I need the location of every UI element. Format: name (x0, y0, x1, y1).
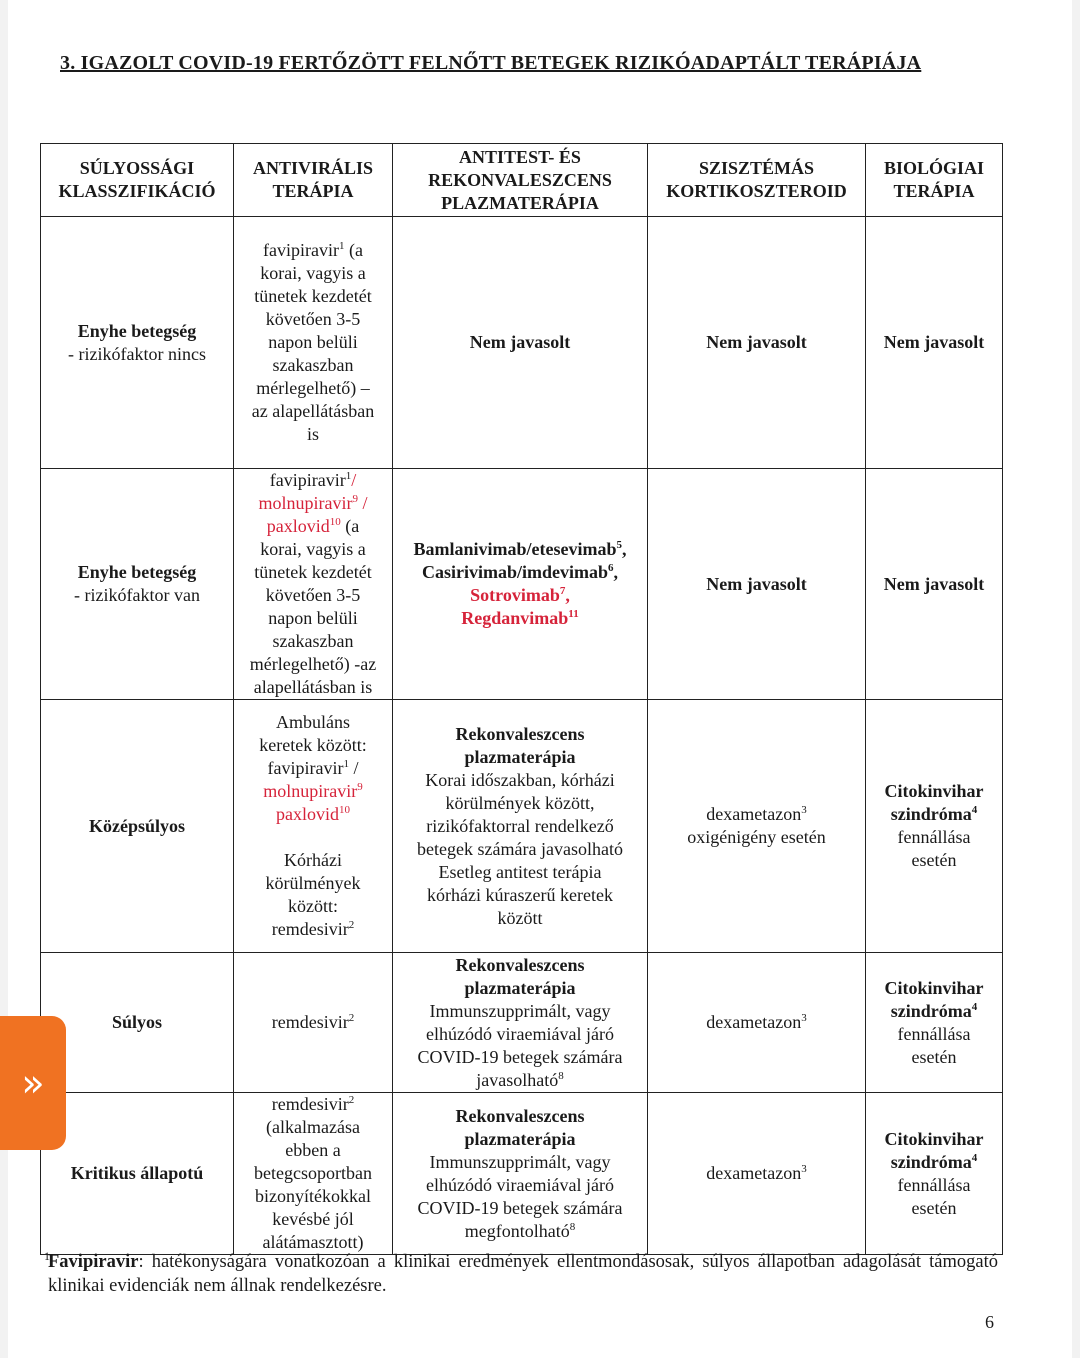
footnote-mark: 1 (44, 1249, 50, 1263)
table-row (41, 1093, 1003, 1255)
biologic-cell: Citokinvihar szindróma$^4$ fennállása esetén (866, 1093, 1003, 1255)
page-number: 6 (985, 1312, 994, 1332)
header-severity: SÚLYOSSÁGI KLASSZIFIKÁCIÓ (41, 144, 234, 217)
severity-cell: Enyhe betegség - rizikófaktor van (41, 469, 234, 700)
antiviral-cell: favipiravir$^1$/ molnupiravir$^9$ / paxlovid$^{10}$ (a korai, vagyis a tünetek kezdetét követően 3-5 napon belüli szakaszban mérlegelhető) -az alapellátásban is (234, 469, 393, 700)
antibody-cell: Nem javasolt (393, 217, 648, 469)
biologic-cell: Citokinvihar szindróma$^4$ fennállása esetén (866, 953, 1003, 1093)
header-steroid: SZISZTÉMÁS KORTIKOSZTEROID (648, 144, 866, 217)
table-row (41, 953, 1003, 1093)
steroid-cell: Nem javasolt (648, 217, 866, 469)
steroid-cell: dexametazon$^3$ oxigénigény esetén (648, 700, 866, 953)
steroid-cell: dexametazon$^3$ (648, 1093, 866, 1255)
header-antibody: ANTITEST- ÉS REKONVALESZCENS PLAZMATERÁPIA (393, 144, 648, 217)
table-header-row (41, 144, 1003, 217)
antibody-cell: Rekonvaleszcens plazmaterápia Immunszupprimált, vagy elhúzódó viraemiával járó COVID-19 betegek számára javasolható$^8$ (393, 953, 648, 1093)
left-edge-shadow (0, 0, 8, 1358)
biologic-cell: Nem javasolt (866, 217, 1003, 469)
antibody-cell: Bamlanivimab/etesevimab$^5$, Casirivimab/imdevimab$^6$, Sotrovimab$^7$, Regdanvimab$^{11}$ (393, 469, 648, 700)
page-title: 3. IGAZOLT COVID-19 FERTŐZÖTT FELNŐTT BETEGEK RIZIKÓADAPTÁLT TERÁPIÁJA (60, 52, 922, 74)
antiviral-cell: favipiravir$^1$ (a korai, vagyis a tünetek kezdetét követően 3-5 napon belüli szakaszban mérlegelhető) – az alapellátásban is (234, 217, 393, 469)
antiviral-cell: remdesivir$^2$ (alkalmazása ebben a betegcsoportban bizonyítékokkal kevésbé jól alátámasztott) (234, 1093, 393, 1255)
severity-cell: Súlyos (41, 953, 234, 1093)
steroid-cell: Nem javasolt (648, 469, 866, 700)
antiviral-cell: remdesivir$^2$ (234, 953, 393, 1093)
header-antiviral: ANTIVIRÁLIS TERÁPIA (234, 144, 393, 217)
expand-side-panel-button[interactable] (0, 1016, 66, 1150)
double-chevron-right-icon: » (21, 1061, 45, 1105)
biologic-cell: Citokinvihar szindróma$^4$ fennállása esetén (866, 700, 1003, 953)
antibody-cell: Rekonvaleszcens plazmaterápia Immunszupprimált, vagy elhúzódó viraemiával járó COVID-19 betegek számára megfontolható$^8$ (393, 1093, 648, 1255)
antiviral-cell: Ambuláns keretek között: favipiravir$^1$ / molnupiravir$^9$ paxlovid$^{10}$ Kórházi körülmények között: remdesivir$^2$ (234, 700, 393, 953)
severity-cell: Kritikus állapotú (41, 1093, 234, 1255)
severity-cell: Enyhe betegség - rizikófaktor nincs (41, 217, 234, 469)
right-edge-shadow (1072, 0, 1080, 1358)
antibody-cell: Rekonvaleszcens plazmaterápia Korai időszakban, kórházi körülmények között, rizikófaktorral rendelkező betegek számára javasolható Esetleg antitest terápia kórházi kúraszerű keretek között (393, 700, 648, 953)
severity-cell: Középsúlyos (41, 700, 234, 953)
table-row (41, 217, 1003, 469)
steroid-cell: dexametazon$^3$ (648, 953, 866, 1093)
table-row (41, 700, 1003, 953)
footnote-term: Favipiravir (48, 1252, 139, 1272)
footnote-text: : hatékonyságára vonatkozóan a klinikai eredmények ellentmondásosak, súlyos állapotban adagolását támogató klinikai evidenciák nem állnak rendelkezésre. (48, 1252, 998, 1296)
header-biologic: BIOLÓGIAI TERÁPIA (866, 144, 1003, 217)
table-row (41, 469, 1003, 700)
footnote (44, 1249, 998, 1298)
biologic-cell: Nem javasolt (866, 469, 1003, 700)
therapy-table (40, 143, 1003, 1255)
